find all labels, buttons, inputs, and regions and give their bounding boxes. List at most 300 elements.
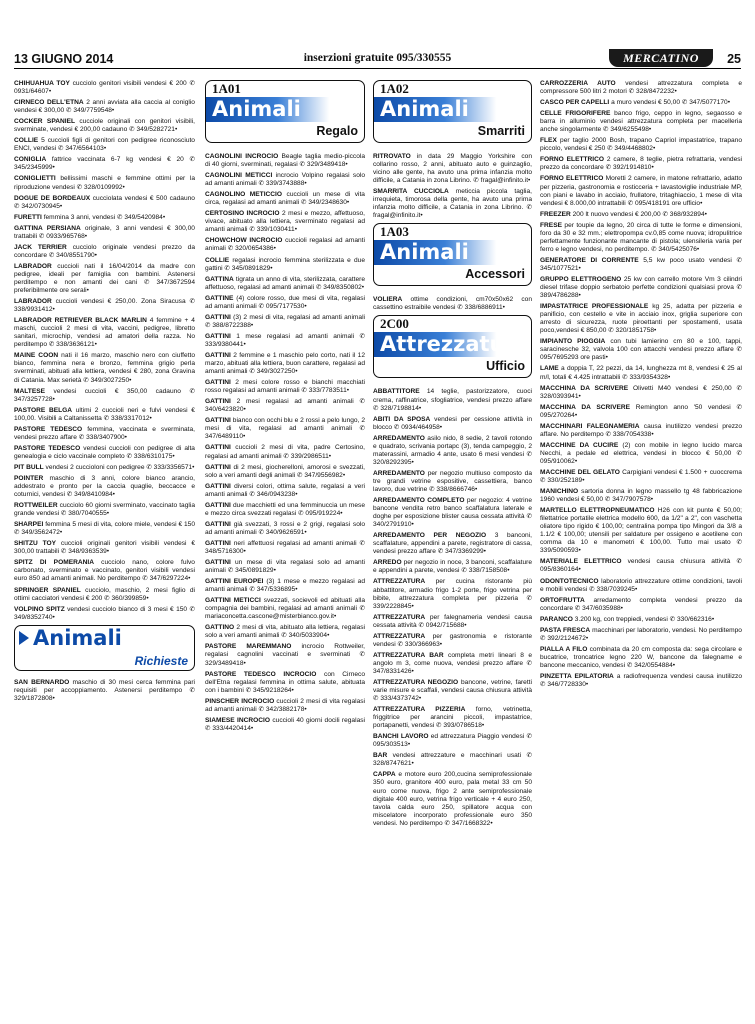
classified-ad [205, 333, 365, 349]
ad-heading: GATTINI [205, 539, 231, 547]
ad-text: 5,5 kw poco usato vendesi ✆ 345/1077521• [540, 256, 742, 272]
ad-text: vendesi cuccioli con pedigree di alta genealogia e ciclo vaccinale completo ✆ 338/6310175• [14, 444, 195, 460]
classified-ad [540, 137, 742, 153]
header-phone-line: inserzioni gratuite 095/330555 [303, 52, 452, 64]
ad-text: un mese di vita regalasi solo ad amanti animali ✆ 345/0891829• [205, 559, 365, 575]
ad-text: vendesi attrezzatura completa e compressore 500 litri 2 motori ✆ 328/8472232• [540, 80, 742, 96]
ad-text: combinata da 20 cm composta da: sega circolare e bucatrice, troncatrice legno 220 W, bancone da falegname e bancone meccanico, vendesi ✆ 342/0554884• [540, 645, 742, 669]
ad-text: vendesi 2 cuccioloni con pedigree ✆ 333/3356571• [45, 463, 195, 471]
classified-ad [540, 222, 742, 254]
ad-text: causa inutilizzo vendesi prezzo affare. No perditempo ✆ 338/7054338• [540, 422, 742, 438]
classified-ad [14, 317, 195, 349]
ad-text: cuccioli vendesi € 250,00. Zona Siracusa ✆ 338/9931412• [14, 298, 195, 314]
classified-ad [540, 110, 742, 134]
ad-text: per falegnameria vendesi causa cessata attività ✆ 0942/715688• [373, 613, 532, 629]
classified-ad [373, 497, 532, 529]
classified-ad [205, 717, 365, 733]
ad-text: 2 mesi colore rosso e bianchi macchiati rosso regalasi ad amanti animali ✆ 333/7783511• [205, 379, 365, 395]
ad-text: bianco con occhi blu e 2 rossi a pelo lungo, 2 mesi di vita, regalasi ad amanti animali ✆ 347/6489110• [205, 417, 365, 441]
ad-heading: PASTORE TEDESCO [14, 425, 83, 433]
ad-text: con Cirneco dell'Etna regalasi femmina in ottima salute, abituata con i bambini ✆ 345/9218264• [205, 670, 365, 694]
ad-heading: MALTESE [14, 387, 46, 395]
classified-ad [14, 679, 195, 703]
ad-text: vendesi cuccioli € 350,00 cadauno ✆ 347/3257728• [14, 387, 195, 403]
ad-text: 1 mese regalasi ad amanti animali ✆ 333/9380441• [205, 332, 365, 348]
classified-ad [373, 733, 532, 749]
classified-ad [540, 616, 742, 624]
ad-heading: POINTER [14, 474, 44, 482]
ad-heading: ATTREZZATURA [373, 632, 426, 640]
ad-text: banco frigo, ceppo in legno, segaosso e barra in alluminio vendesi attrezzatura completa per macelleria anche singolarmente ✆ 349/6255498• [540, 110, 742, 134]
classified-ad [205, 295, 365, 311]
ad-text: originale, 3 anni vendesi € 300,00 trattabili ✆ 0933/965768• [14, 224, 195, 240]
ad-heading: COLLIE [205, 256, 230, 264]
classified-ad [373, 614, 532, 630]
ad-heading: GATTINI [205, 351, 231, 359]
classified-ad [205, 398, 365, 414]
ad-text: vendesi attrezzature e macchinari usati ✆ 328/8747621• [373, 752, 532, 768]
ad-text: 3 banconi, scaffalature, appendini a parete, registratore di cassa, vendesi prezzo affare ✆ 347/3369299• [373, 532, 532, 556]
ad-text: tigrata un anno di vita, sterilizzata, carattere affettuoso, regalasi ad amanti animali ✆ 349/8350802• [205, 275, 365, 291]
ad-text: fattrice vaccinata 6-7 kg vendesi € 20 ✆ 345/2345999• [14, 156, 195, 172]
ad-heading: FORNO ELETTRICO [540, 175, 604, 183]
ad-text: 2 mesi e mezzo, affettuoso, vivace, abituato alla lettiera, sverminato regalasi ad amanti animali ✆ 339/1030411• [205, 210, 365, 234]
classified-ad [14, 521, 195, 537]
ad-text: cucciolo genitori visibili vendesi € 200 ✆ 0931/64607• [14, 80, 195, 96]
ads-list [373, 296, 532, 312]
classified-ad [373, 532, 532, 556]
classified-ad [373, 679, 532, 703]
classified-ad [540, 673, 742, 689]
classified-ad [205, 276, 365, 292]
ad-text: vendesi cucciolo bianco di 3 mesi € 150 ✆ 349/8352740• [14, 605, 195, 621]
ad-heading: PINSCHER INCROCIO [205, 697, 275, 705]
ad-heading: GATTINI EUROPEI [205, 578, 264, 586]
ad-text: cuccioli regalasi ad amanti animali ✆ 320/0654386• [205, 237, 365, 253]
ad-heading: LABRADOR [14, 298, 52, 306]
classified-ad [205, 172, 365, 188]
classified-ad [373, 153, 532, 185]
ad-text: regalasi incrocio femmina sterilizzata e due gattini ✆ 345/0891829• [205, 256, 365, 272]
ad-heading: SMARRITA CUCCIOLA [373, 188, 449, 196]
ad-text: (4) colore rosso, due mesi di vita, regalasi ad amanti animali ✆ 095/7177530• [205, 294, 365, 310]
classified-ad [540, 175, 742, 207]
classified-ad [540, 423, 742, 439]
classified-ad [14, 214, 195, 222]
ad-heading: ATTREZZATURA NEGOZIO [373, 678, 459, 686]
classified-ad [205, 698, 365, 714]
classified-ad [205, 210, 365, 234]
ad-text: 200 lt nuovo vendesi € 200,00 ✆ 368/932894• [572, 210, 707, 218]
ad-heading: JACK TERRIER [14, 243, 67, 251]
ad-heading: CAGNOLINI INCROCIO [205, 153, 279, 160]
ad-text: 2 mesi di vita, abituato alla lettiera, regalasi solo a veri amanti animali ✆ 340/5033904• [205, 624, 365, 640]
ad-heading: SPITZ DI POMERANIA [14, 559, 94, 567]
classified-ad [540, 80, 742, 96]
ad-text: cucciolo, maschio, 2 mesi figlio di ottimi cacciatori vendesi € 200 ✆ 360/399859• [14, 586, 195, 602]
ad-heading: MAINE COON [14, 352, 59, 360]
ad-heading: ARREDAMENTO [373, 434, 425, 442]
ad-heading: GATTINI METICCI [205, 597, 261, 605]
section-subtitle: Regalo [316, 124, 358, 138]
ad-heading: MACCHINARI FALEGNAMERIA [540, 422, 640, 430]
classified-ad [205, 257, 365, 273]
ad-text: asilo nido, 8 sedie, 2 tavoli rotondo e quadrato, scrivania portapc (3), tenda campeggio, 2 materassini, armadio 4 ante, usato 6 mesi vendesi ✆ 320/8292395• [373, 434, 532, 466]
classified-ad [205, 540, 365, 556]
classified-ad [14, 195, 195, 211]
ad-heading: VOLIERA [373, 296, 403, 304]
ad-text: completa metri lineari 8 e angolo m 3, come nuova, vendesi prezzo affare ✆ 347/8331426• [373, 651, 532, 675]
classified-ad [540, 338, 742, 362]
ad-text: cuccioli 2 mesi di vita regalasi ad amanti animali ✆ 342/3882178• [205, 697, 365, 713]
classified-ad [14, 244, 195, 260]
classified-ad [14, 445, 195, 461]
page-number: 25 [727, 52, 741, 66]
ad-text: due macchietti ed una femminuccia un mese e mezzo circa svezzati regalasi ✆ 095/919224• [205, 501, 365, 517]
ad-heading: ABBATTITORE [373, 388, 420, 396]
ad-text: in data 29 Maggio Yorkshire con collarino rosso, 2 anni, abituato auto e guinzaglio, vicino alle gente, ha avuto una prima infanzia molto difficile, a Catania in zona Librino. ✆ fragal@infinito.it• [373, 153, 532, 185]
ad-heading: ARREDAMENTO COMPLETO [373, 497, 465, 505]
ad-heading: GATTINI [205, 444, 231, 452]
ad-heading: CONIGLIA [14, 156, 47, 164]
ad-text: cuccioli un mese di vita circa, regalasi ad amanti animali ✆ 349/2348630• [205, 191, 365, 207]
ads-list [14, 80, 195, 622]
ad-heading: PASTORE BELGA [14, 406, 73, 414]
ad-text: neri affettuosi regalasi ad amanti animali ✆ 348/5716300• [205, 539, 365, 555]
classified-ad [540, 578, 742, 594]
ad-text: 25 kw con carrello motore Vm 3 cilindri diesel trifase doppio serbatoio perfette condizioni qualsiasi prova ✆ 389/4786288• [540, 275, 742, 300]
ad-heading: SHITZU TOY [14, 540, 57, 548]
ad-text: meticcia piccola taglia, irrequieta, timorosa della gente, ha avuto una prima infanzia molto difficile, a Catania in zona Librino. ✆ fragal@infinito.it• [373, 188, 532, 220]
classified-ad [205, 483, 365, 499]
section-title: Animali [380, 97, 469, 121]
ad-heading: GATTINI [205, 463, 231, 471]
classified-ad [373, 416, 532, 432]
classified-ad [205, 153, 365, 169]
ad-heading: CARROZZERIA AUTO [540, 80, 616, 87]
classified-ad [205, 464, 365, 480]
ad-text: 2 femmine e 1 maschio pelo corto, nati il 12 marzo, abituati alla lettiera, buon carattere, regalasi ad amanti animali ✆ 349/3027250• [205, 351, 365, 376]
classified-ad [373, 633, 532, 649]
ad-heading: DOGUE DE BORDEAUX [14, 194, 91, 202]
classified-ad [540, 404, 742, 420]
section-title: Animali [380, 240, 469, 265]
ad-text: incrocio Rottweiler, regalasi cagnolini vaccinati e sverminati ✆ 329/3489418• [205, 643, 365, 667]
ad-text: 5 cuccioli figli di genitori con pedigree riconosciuto ENCI, vendesi ✆ 347/6564103• [14, 137, 195, 153]
ad-text: (2) con mobile in legno lucido marca Necchi, a pedale ed elettrica, vendesi in blocco € 50,00 ✆ 095/910062• [540, 441, 742, 465]
classified-ad [540, 597, 742, 613]
ad-heading: CONIGLIETTI [14, 175, 56, 183]
ad-text: Beagle taglia medio-piccola di 40 giorni, sverminati, regalasi ✆ 329/3489418• [205, 153, 365, 169]
ad-heading: ODONTOTECNICO [540, 577, 599, 585]
ad-text: per negozio in noce, 3 banconi, scaffalature e appendini a parete, vendesi ✆ 338/7158508• [373, 559, 532, 575]
classified-ad [373, 296, 532, 312]
ad-heading: RITROVATO [373, 153, 411, 160]
arrow-icon [19, 631, 29, 645]
ad-text: macchinari per laboratorio, vendesi. No perditempo ✆ 392/2124672• [540, 626, 742, 642]
classified-ad [373, 771, 532, 827]
ad-text: per taglio 2000 Bosh, trapano Capriol impastatrice, trapano piccolo, vendesi € 250 ✆ 349/4468802• [540, 137, 742, 153]
ad-text: a radiofrequenza vendesi causa inutilizzo ✆ 346/7728330• [540, 673, 742, 689]
ad-heading: GATTINI [205, 501, 231, 509]
classified-ad [14, 502, 195, 518]
ad-heading: GRUPPO ELETTROGENO [540, 275, 622, 283]
classified-ad [205, 502, 365, 518]
classified-ad [373, 752, 532, 768]
classified-ad [540, 257, 742, 273]
ad-text: Carpigiani vendesi € 1.500 + cuoccrema ✆ 330/252189• [540, 468, 742, 485]
ad-text: cucciolo originale vendesi prezzo da concordare ✆ 340/8551790• [14, 243, 195, 259]
classified-ad [205, 624, 365, 640]
classified-ad [14, 606, 195, 622]
ad-text: Moretti 2 camere, in matone refrattario, adatto per pizzeria, gastronomia e rosticceria + lavastoviglie industriale MP, con piani e lavabo in acciaio, frullatore, tritaghiaccio, 1 mese di vita vendesi € 8.000,00 intrattabili ✆ 095/418191 ore ufficio• [540, 175, 742, 207]
ad-heading: MATERIALE ELETTRICO [540, 558, 622, 566]
classified-ad [14, 475, 195, 499]
ad-heading: GATTINA PERSIANA [14, 224, 81, 232]
ad-text: (3) 1 mese e mezzo regalasi ad amanti animali ✆ 347/5336895• [205, 578, 365, 594]
ad-text: (3) 2 mesi di vita, regalasi ad amanti animali ✆ 388/8722388• [205, 313, 365, 329]
section-2c00-header [373, 315, 532, 378]
ad-heading: GATTINE [205, 294, 234, 302]
ad-heading: MACCHINA DA SCRIVERE [540, 384, 629, 392]
section-code: 1A01 [212, 81, 241, 96]
ad-text: forno, vetrinetta, friggitrice per arancini piccoli, impastatrice, portapanetti, vendesi ✆ 393/0786518• [373, 706, 532, 730]
ad-text: a muro vendesi € 50,00 ✆ 347/5077170• [611, 99, 731, 107]
ad-text: ottime condizioni, cm70x50x62 con cassettino estraibile vendesi ✆ 338/6886911• [373, 296, 532, 312]
ad-heading: GATTINI [205, 332, 231, 340]
ad-heading: CIRNECO DELL'ETNA [14, 99, 84, 107]
classified-ad [205, 597, 365, 621]
section-code: 2C00 [380, 316, 409, 332]
ad-heading: GATTINI [205, 520, 231, 528]
ad-text: di 2 mesi, giocherelloni, amorosi e svezzati, solo a veri amanti degli animali ✆ 347/9556982• [205, 463, 365, 479]
ad-heading: GENERATORE DI CORRENTE [540, 256, 639, 264]
classified-ad [205, 379, 365, 395]
classified-ad [540, 488, 742, 504]
ad-text: femmina, vaccinata e sverminata, vendesi prezzo affare ✆ 338/3407900• [14, 425, 195, 441]
classified-ad [14, 99, 195, 115]
ad-heading: GATTINI [205, 379, 231, 387]
section-title: Animali [33, 625, 122, 650]
classified-ad [14, 559, 195, 583]
mercatino-logo: MERCATINO [609, 49, 713, 67]
ad-heading: VOLPINO SPITZ [14, 605, 65, 613]
section-1a02-header [373, 80, 532, 143]
ad-heading: LABRADOR RETRIEVER BLACK MARLIN [14, 317, 147, 325]
ad-heading: PIALLA A FILO [540, 645, 588, 653]
section-code: 1A02 [380, 81, 409, 96]
ad-text: cucciolo nano, colore fulvo carbonato, sverminato e vaccinato, genitori visibili vendesi euro 850 ad amanti animali. No perditempo ✆ 347/6297224• [14, 559, 195, 583]
column-1 [14, 80, 195, 1020]
classified-ad [205, 237, 365, 253]
classified-ad [14, 118, 195, 134]
classified-ad [373, 470, 532, 494]
classified-ad [205, 191, 365, 207]
ad-heading: CASCO PER CAPELLI [540, 99, 610, 107]
ad-heading: GATTINI [205, 398, 231, 406]
ad-heading: FURETTI [14, 213, 42, 221]
ad-heading: CAPPA [373, 771, 396, 779]
ad-text: per negozio multiuso composto da tre grandi vetrine espositive, cassettiera, banco lavoro, due vetrine ✆ 338/8666746• [373, 469, 532, 493]
section-subtitle: Accessori [465, 267, 525, 282]
ad-heading: GATTINI [205, 313, 231, 321]
classified-ad [205, 352, 365, 376]
classified-ad [205, 559, 365, 575]
section-1a01-header [205, 80, 365, 143]
ad-text: maschio di 3 anni, colore bianco arancio, addestrato e pronto per la caccia quaglie, beccacce e coturnici, vendesi ✆ 349/8410984• [14, 474, 195, 499]
ad-heading: CELLE FRIGORIFERE [540, 110, 611, 118]
ad-text: diversi colori, ottima salute, regalasi a veri amanti animali ✆ 346/0943238• [205, 482, 365, 498]
ad-text: cuccioli 2 mesi di vita, padre Certosino, regalasi ad amanti animali ✆ 339/2986511• [205, 444, 365, 460]
ad-heading: BANCHI LAVORO [373, 733, 429, 741]
ad-text: 3.200 kg, con treppiedi, vendesi ✆ 330/662316• [574, 615, 715, 623]
ad-heading: BAR [373, 752, 388, 760]
classified-ad [540, 627, 742, 643]
ad-heading: MANICHINO [540, 488, 579, 496]
classified-ad [205, 671, 365, 695]
classified-ad [205, 417, 365, 441]
ad-text: cucciolo 60 giorni sverminato, vaccinato taglia grande vendesi ✆ 380/7040555• [14, 502, 195, 518]
ad-heading: GATTINO [205, 624, 235, 632]
ad-heading: ATTREZZATURA [373, 613, 426, 621]
column-3 [373, 80, 532, 1020]
ad-text: ed attrezzatura Piaggio vendesi ✆ 095/303513• [373, 733, 532, 749]
ad-text: cuccioli originali genitori visibili vendesi € 300,00 trattabili ✆ 348/9363539• [14, 540, 195, 556]
classified-ad [540, 558, 742, 574]
column-2 [205, 80, 365, 1020]
ad-heading: CAGNOLINI METICCI [205, 172, 273, 180]
ad-heading: ATTREZZATURA [373, 578, 426, 586]
ad-heading: FRESE [540, 221, 562, 229]
classified-ad [14, 464, 195, 472]
ad-text: 2 camere, 8 teglie, pietra refrattaria, vendesi prezzo da concordare ✆ 392/1914810• [540, 156, 742, 172]
ads-list [205, 153, 365, 733]
classified-ad [540, 211, 742, 219]
ads-list [373, 153, 532, 220]
ad-heading: FORNO ELETTRICO [540, 156, 605, 164]
classified-ad [14, 156, 195, 172]
classified-ad [540, 365, 742, 381]
ad-heading: CERTOSINO INCROCIO [205, 210, 280, 218]
ad-text: femmina 3 anni, vendesi ✆ 349/5420984• [43, 213, 166, 221]
ad-heading: GATTINI [205, 482, 231, 490]
ads-list [540, 80, 742, 689]
ad-heading: PIT BULL [14, 463, 44, 471]
ad-text: laboratorio attrezzature ottime condizioni, tavoli e mobili vendesi ✆ 338/7039245• [540, 577, 742, 593]
ad-text: 14 teglie, pastorizzatore, cuoci crema, raffinatrice, sfogliatrice, vendesi prezzo affare ✆ 328/7198814• [373, 388, 532, 412]
ad-text: kg 25, adatta per pizzeria e panificio, con cestello e vite in acciaio inox, griglia superiore con arresto di sicurezza, ruote piroettanti per spostamenti, usata poco,vendesi € 850,00 ✆ 320/1851758• [540, 303, 742, 335]
ad-text: cucciole originali con genitori visibili, sverminate, vendesi € 200,00 cadauno ✆ 349/5282721• [14, 118, 195, 134]
section-title: Animali [212, 97, 301, 121]
ad-heading: IMPASTATRICE PROFESSIONALE [540, 303, 649, 311]
ad-heading: CHOWCHOW INCROCIO [205, 237, 283, 245]
classified-ad [540, 442, 742, 466]
ad-text: sartoria donna in legno massello tg 48 fabbricazione 1960 vendesi € 50,00 ✆ 347/7907578• [540, 488, 742, 504]
classified-ad [540, 469, 742, 485]
classified-ad [14, 225, 195, 241]
ad-text: e motore euro 200,cucina semiprofessionale 350 euro, granitore 400 euro, pala metal 33 cm 50 euro come nuova, frigo 2 ante semiprofessionale digitale 400 euro, vetrina frigo verticale + 4 euro 250, tavola calda euro 250, spillatore acqua con miscelatore incorporato professionale euro 350 vendesi. No perditempo ✆ 347/1668322• [373, 771, 532, 827]
ad-heading: MACCHINE DEL GELATO [540, 468, 620, 476]
ad-text: 2 mesi regalasi ad amanti animali ✆ 340/6423820• [205, 398, 365, 414]
ad-heading: MARTELLO ELETTROPNEUMATICO [540, 507, 655, 515]
classified-ad [373, 559, 532, 575]
ads-list [373, 388, 532, 827]
ad-heading: GATTINI [205, 417, 231, 425]
classified-ad [373, 706, 532, 730]
classified-ad [373, 652, 532, 676]
ad-heading: PINZETTA EPILATORIA [540, 673, 614, 680]
ad-text: con tubi lamierino cm 80 e 100, tappi, saracinesche 32, valvola 100 con attacchi vendesi prezzo affare ✆ 095/7695293 ore pasti• [540, 338, 742, 362]
ad-text: Remington anno '50 vendesi ✆ 095/270264• [540, 403, 742, 419]
ad-heading: COLLIE [14, 137, 39, 145]
ad-heading: ABITI DA SPOSA [373, 415, 431, 423]
classified-ad [540, 507, 742, 555]
ad-text: femmina 5 mesi di vita, colore miele, vendesi € 150 ✆ 349/3562472• [14, 521, 195, 537]
classified-ad [14, 298, 195, 314]
ad-heading: ARREDAMENTO [373, 469, 425, 477]
ad-text: vendesi per cessione attività in blocco ✆ 0934/464958• [373, 415, 532, 431]
ad-text: per cucina ristorante più abbattitore, armadio frigo 1-2 porte, frigo vetrina per bibite, attrezzatura completa per pizzeria ✆ 339/2228845• [373, 578, 532, 610]
ad-heading: ATTREZZATURA BAR [373, 651, 444, 659]
classified-ad [205, 521, 365, 537]
section-richieste-header [14, 625, 195, 671]
ad-text: Olivetti M40 vendesi € 250,00 ✆ 328/0393941• [540, 384, 742, 400]
ad-text: a doppia T, 22 pezzi, da 14, lunghezza mt 8, vendesi € 25 al m/l, totali € 4.425 intrattabili ✆ 333/9354328• [540, 365, 742, 381]
classified-ad [373, 435, 532, 467]
classified-ad [373, 388, 532, 412]
section-subtitle: Richieste [134, 653, 188, 668]
classified-ad [14, 540, 195, 556]
classified-ad [205, 314, 365, 330]
classified-ad [14, 388, 195, 404]
ad-heading: ORTOFRUTTA [540, 596, 585, 604]
classified-ad [540, 276, 742, 300]
ad-heading: PASTORE TEDESCO [14, 444, 81, 452]
ad-heading: GATTINI [205, 559, 231, 567]
section-subtitle: Ufficio [486, 359, 525, 374]
ad-text: per negozio: 4 vetrine bancone vendita retro banco scaffalatura laterale e doghe per esposizione blister causa cessata attività ✆ 340/2791910• [373, 497, 532, 529]
ad-heading: IMPIANTO PIOGGIA [540, 338, 606, 346]
ad-heading: PASTORE MAREMMANO [205, 643, 292, 651]
classified-ad [14, 352, 195, 384]
ad-text: bellissimi maschi e femmine ottimi per la riproduzione vendesi ✆ 328/0109992• [14, 175, 195, 191]
classified-ad [205, 578, 365, 594]
classified-ad [14, 175, 195, 191]
classified-ad [540, 156, 742, 172]
ad-heading: PASTORE TEDESCO INCROCIO [205, 670, 317, 678]
ad-heading: PARANCO [540, 615, 573, 623]
ad-heading: CAGNOLINO METICCIO [205, 191, 283, 199]
ad-heading: ARREDO [373, 559, 402, 567]
section-title: Attrezzature [380, 332, 530, 357]
classified-ad [540, 303, 742, 335]
ad-heading: PASTA FRESCA [540, 626, 591, 634]
classified-ad [14, 137, 195, 153]
classified-ad [14, 426, 195, 442]
ad-text: nati il 16 marzo, maschio nero con ciuffetto bianco, femmina nera e bronzo, femmina grigio perla sverminati, abituati alla lettiera, vendesi € 280, zona Gravina di Catania. Max serietà ✆ 349/3027250• [14, 352, 195, 384]
ad-text: 2 anni avviata alla caccia al coniglio vendesi € 300,00 ✆ 349/7759548• [14, 99, 195, 115]
classified-ad [205, 643, 365, 667]
ad-heading: ARREDAMENTO PER NEGOZIO [373, 532, 487, 540]
classified-ad [14, 587, 195, 603]
ad-heading: MACCHINE DA CUCIRE [540, 441, 619, 449]
ad-heading: CHIHUAHUA TOY [14, 80, 70, 87]
classified-ad [540, 99, 742, 107]
page-header [14, 52, 741, 69]
ad-heading: GATTINA [205, 275, 234, 283]
ad-heading: FREEZER [540, 210, 571, 218]
ads-list [14, 679, 195, 703]
